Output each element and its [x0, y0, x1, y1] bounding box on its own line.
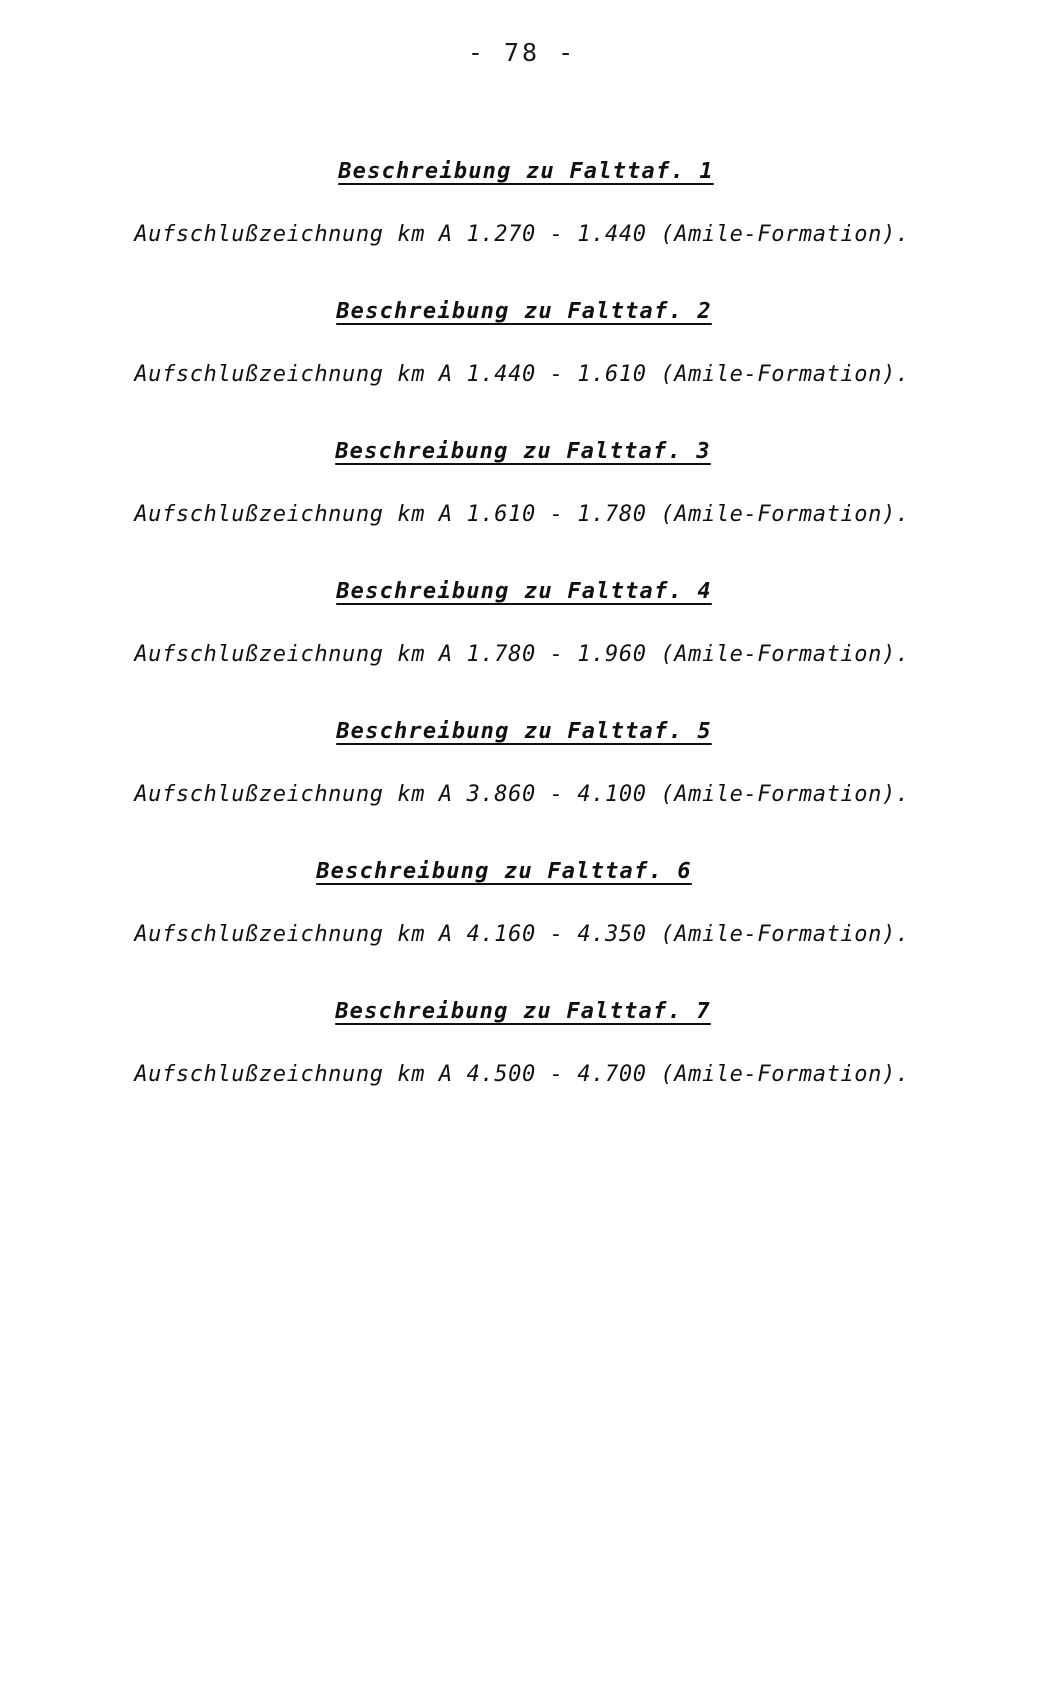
- page-number: - 78 -: [467, 38, 577, 67]
- falttaf-entry: [96, 859, 948, 947]
- entry-heading: Beschreibung zu Falttaf. 5: [336, 719, 712, 744]
- entry-description: Aufschlußzeichnung km A 1.610 - 1.780 (Amile-Formation).: [134, 502, 910, 527]
- falttaf-entry: [96, 299, 948, 387]
- entry-description: Aufschlußzeichnung km A 1.270 - 1.440 (Amile-Formation).: [134, 222, 910, 247]
- entry-description: Aufschlußzeichnung km A 1.780 - 1.960 (Amile-Formation).: [134, 642, 910, 667]
- entry-heading: Beschreibung zu Falttaf. 1: [338, 159, 714, 184]
- document-page: [0, 38, 1044, 1683]
- entry-description: Aufschlußzeichnung km A 1.440 - 1.610 (Amile-Formation).: [134, 362, 910, 387]
- entry-heading: Beschreibung zu Falttaf. 2: [336, 299, 712, 324]
- page-content: [0, 159, 1044, 1087]
- entry-heading: Beschreibung zu Falttaf. 6: [316, 859, 692, 884]
- falttaf-entry: [96, 579, 948, 667]
- falttaf-entry: [96, 719, 948, 807]
- falttaf-entry: [96, 999, 948, 1087]
- entry-description: Aufschlußzeichnung km A 4.160 - 4.350 (Amile-Formation).: [134, 922, 910, 947]
- entry-heading: Beschreibung zu Falttaf. 3: [335, 439, 711, 464]
- entry-heading: Beschreibung zu Falttaf. 4: [336, 579, 712, 604]
- entry-description: Aufschlußzeichnung km A 4.500 - 4.700 (Amile-Formation).: [134, 1062, 910, 1087]
- entry-description: Aufschlußzeichnung km A 3.860 - 4.100 (Amile-Formation).: [134, 782, 910, 807]
- falttaf-entry: [96, 439, 948, 527]
- falttaf-entry: [96, 159, 948, 247]
- entry-heading: Beschreibung zu Falttaf. 7: [335, 999, 711, 1024]
